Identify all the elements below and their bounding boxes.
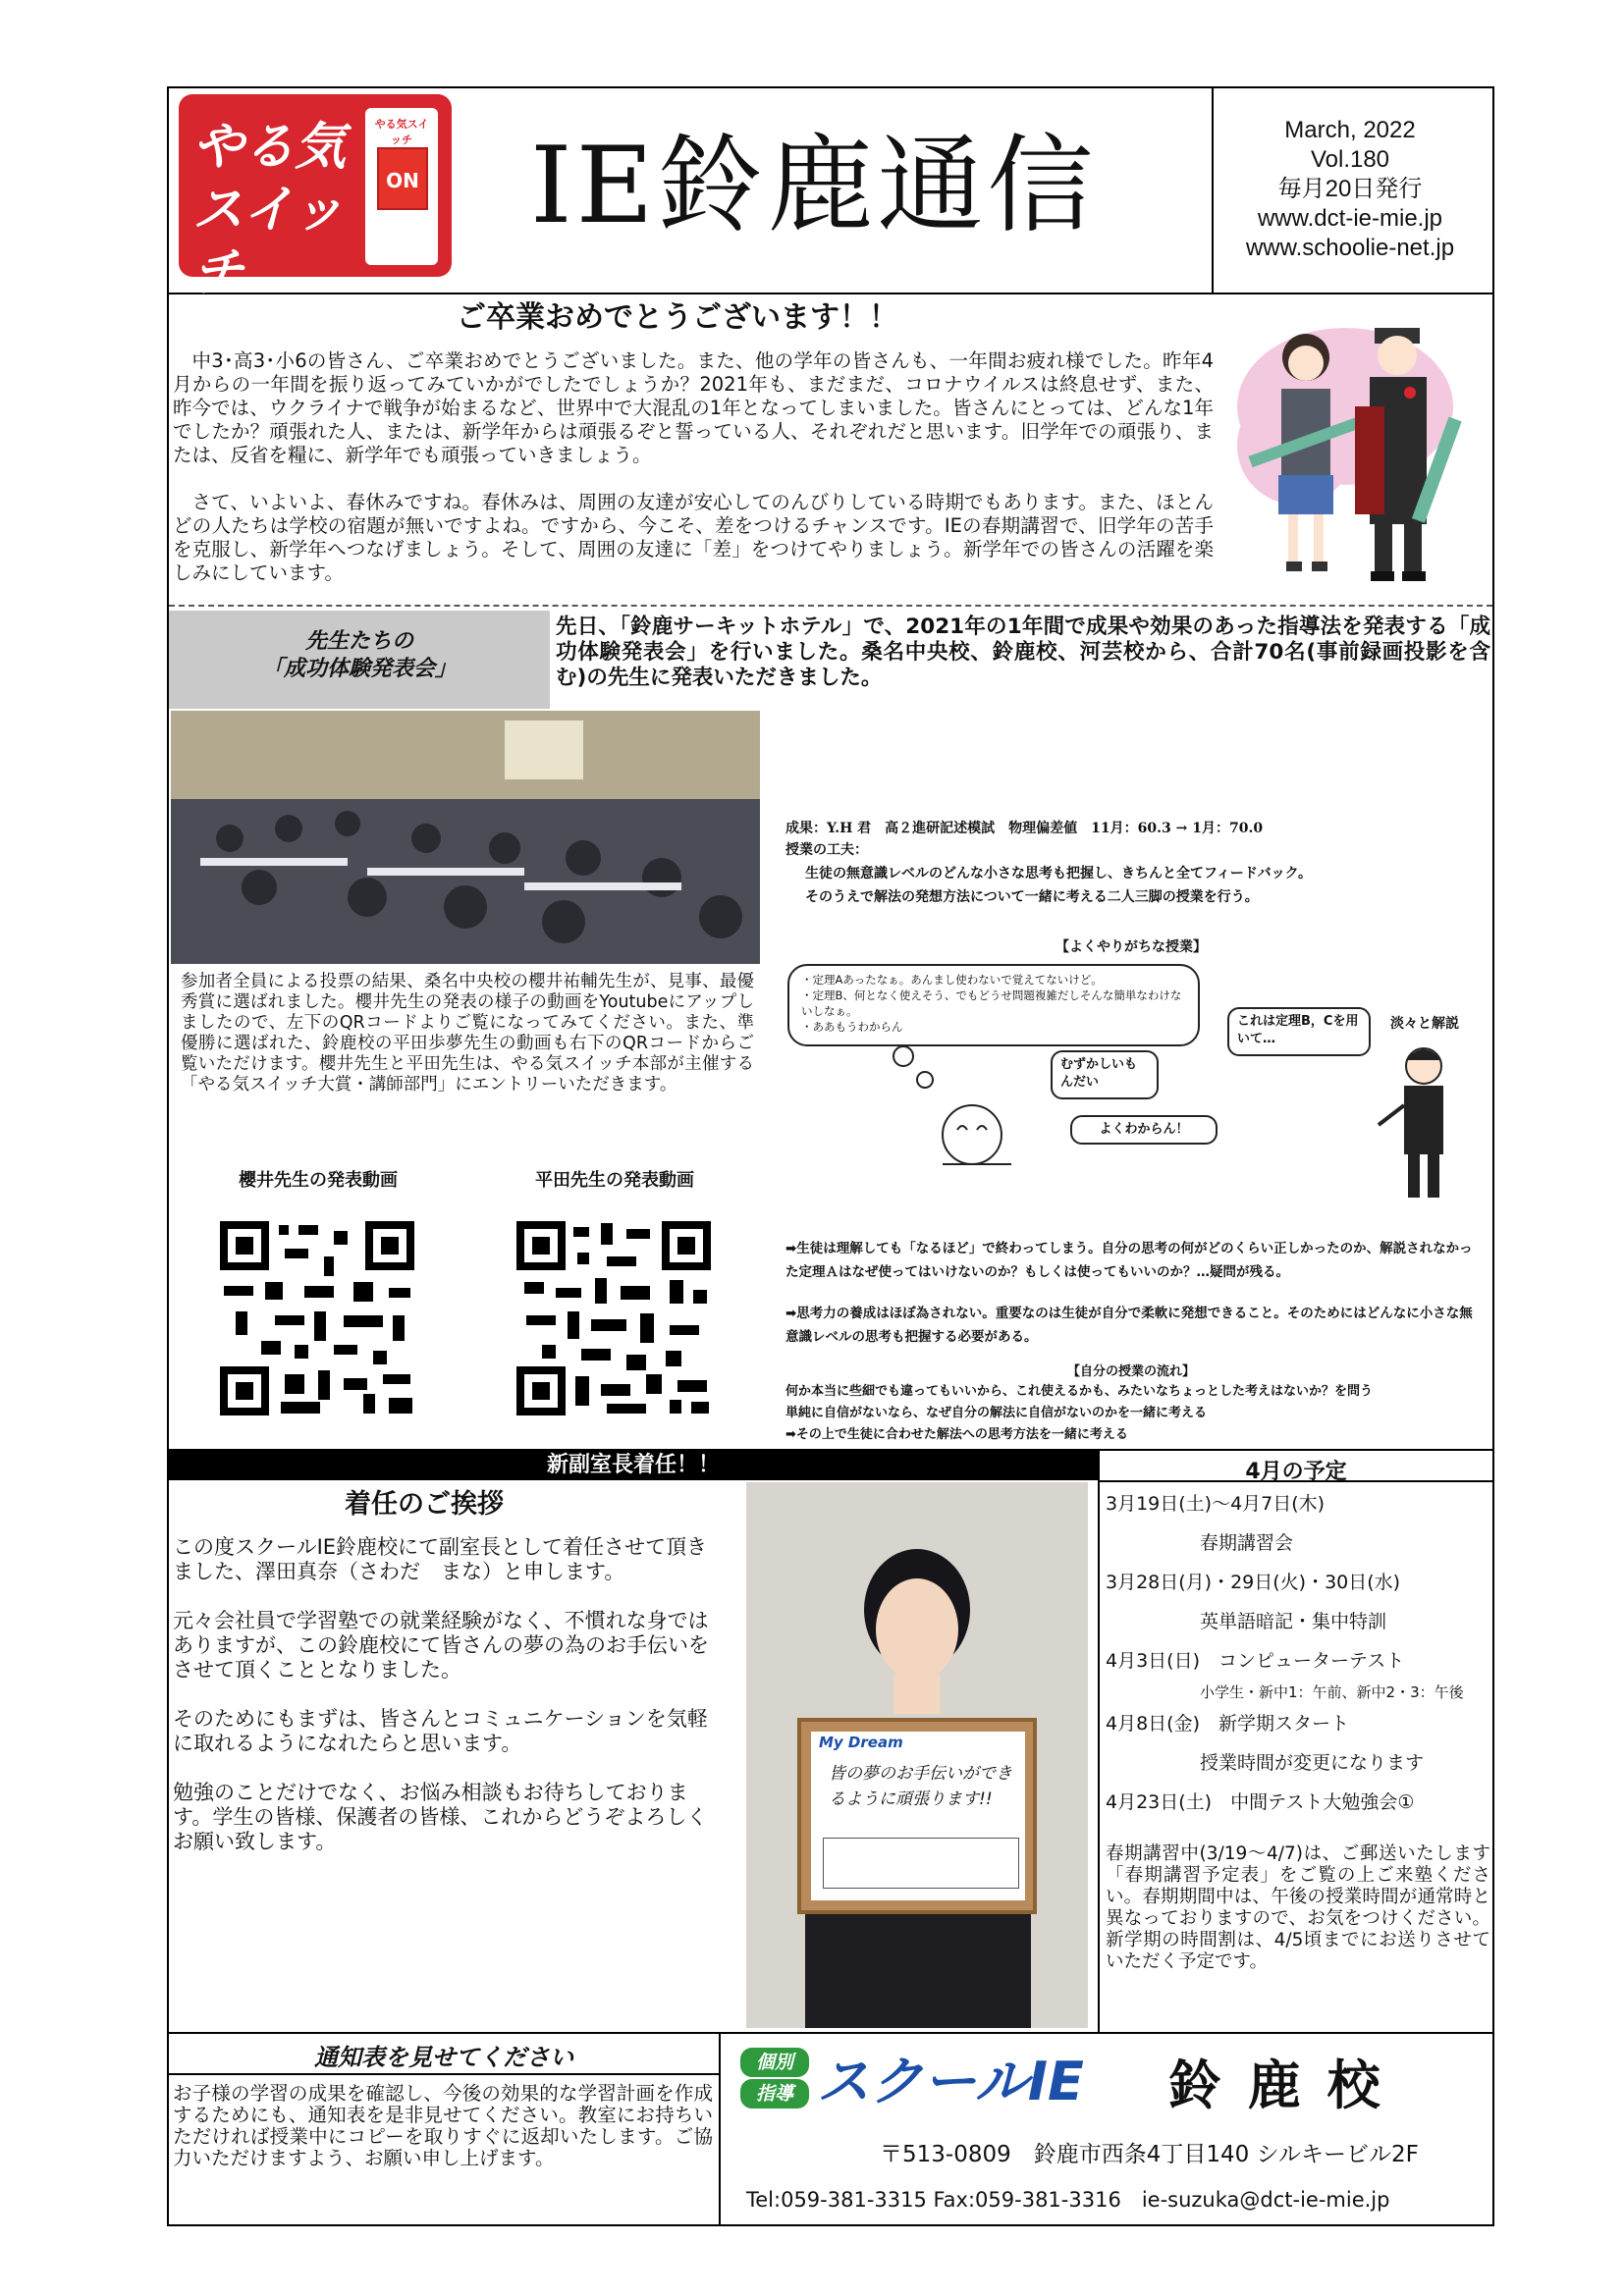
graduation-paragraph-2: さて、いよいよ、春休みですね。春休みは、周囲の友達が安心してのんびりしている時期でもあります。また、ほとんどの人たちは学校の宿題が無いですよね。ですから、今こそ、差をつけるチャンスです。IEの春期講習で、旧学年の苦手を克服し、新学年へつなげましょう。そして、周囲の友達に「差」をつけてやりましょう。新学年での皆さんの活躍を楽しみにしています。 xyxy=(173,491,1214,584)
graduation-paragraph-1: 中3･高3･小6の皆さん、ご卒業おめでとうございました。また、他の学年の皆さんも、一年間お疲れ様でした。昨年4月からの一年間を振り返ってみていかがでしたでしょうか？2021年も、まだまだ、コロナウイルスは終息せず、また、昨今では、ウクライナで戦争が始まるなど、世界中で大混乱の1年となってしまいました。皆さんにとっては、どんな1年でしたか？頑張れた人、または、新学年からは頑張るぞと誓っている人、それぞれだと思います。旧学年での頑張り、または、反省を糧に、新学年でも頑張っていきましょう。 xyxy=(173,349,1214,466)
website-link-2[interactable]: www.schoolie-net.jp xyxy=(1245,235,1455,261)
qr-code-sakurai[interactable] xyxy=(216,1217,418,1419)
switch-on-label: ON xyxy=(377,147,428,210)
slide-arrow-1: ➡生徒は理解しても「なるほど」で終わってしまう。自分の思考の何がどのくらい正しかったのか、解説されなかった定理Ａはなぜ使ってはいけないのか？もしくは使ってもいいのか？…疑問が残る。 xyxy=(785,1241,1473,1280)
issue-schedule: 毎月20日発行 xyxy=(1277,176,1423,202)
teacher-illustration xyxy=(1375,1037,1473,1203)
greeting-paragraph-4: 勉強のことだけでなく、お悩み相談もお待ちしております。学生の皆様、保護者の皆様、これからどうぞよろしくお願い致します。 xyxy=(173,1781,708,1853)
issue-info xyxy=(1218,116,1483,263)
teacher-caption: 淡々と解説 xyxy=(1390,1016,1459,1032)
slide-bad-title: 【よくやりがちな授業】 xyxy=(1056,939,1207,955)
slide-flow-title: 【自分の授業の流れ】 xyxy=(1066,1364,1195,1379)
april-title-rule xyxy=(1098,1480,1494,1482)
schedule-event-2: 英単語暗記・集中特訓 xyxy=(1200,1611,1387,1632)
new-staff-bar: 新副室長着任！！ xyxy=(169,1451,1098,1480)
logo-shido: 指導 xyxy=(740,2079,809,2109)
slide-flow-3: ➡その上で生徒に合わせた解法への思考方法を一緒に考える xyxy=(785,1427,1128,1442)
greeting-paragraph-1: この度スクールIE鈴鹿校にて副室長として着任させて頂きました、澤田真奈（さわだ まな）と申します。 xyxy=(173,1535,708,1583)
slide-flow-1: 何か本当に些細でも違ってもいいから、これ使えるかも、みたいなちょっとした考えはないか？を問う xyxy=(785,1384,1374,1399)
teacher-bubble: これは定理B，Cを用いて… xyxy=(1227,1007,1371,1056)
slide-kufu-2: そのうえで解法の発想方法について一緒に考える二人三脚の授業を行う。 xyxy=(805,889,1259,905)
report-card-title: 通知表を見せてください xyxy=(314,2044,573,2071)
divider-footer xyxy=(167,2032,1494,2034)
schedule-event-3: 小学生・新中1：午前、新中2・3：午後 xyxy=(1200,1683,1464,1701)
dream-board-title: My Dream xyxy=(819,1734,903,1751)
dream-board xyxy=(797,1718,1037,1914)
divider-header xyxy=(167,293,1494,294)
qr-code-hirata[interactable] xyxy=(513,1217,715,1419)
school-ie-brand: スクールIE xyxy=(817,2051,1084,2112)
graduation-title: ご卒業おめでとうございます！！ xyxy=(457,300,898,335)
schedule-date-1: 3月19日(土)～4月7日(木) xyxy=(1106,1493,1326,1515)
award-caption: 参加者全員による投票の結果、桑名中央校の櫻井祐輔先生が、見事、最優秀賞に選ばれました。櫻井先生の発表の様子の動画をYoutubeにアップしましたので、左下のQRコードよりご覧になってみてください。また、準優勝に選ばれた、鈴鹿校の平田歩夢先生の動画も右下のQRコードからご覧いただけます。櫻井先生と平田先生は、やる気スイッチ本部が主催する「やる気スイッチ大賞・講師部門」にエントリーいただきます。 xyxy=(181,972,754,1095)
april-title: 4月の予定 xyxy=(1245,1460,1347,1484)
schedule-event-4: 授業時間が変更になります xyxy=(1200,1752,1425,1774)
greeting-heading: 着任のご挨拶 xyxy=(345,1489,504,1520)
switch-label: やる気スイッチ xyxy=(374,118,429,146)
student-bubble-confused: よくわからん！ xyxy=(1070,1115,1218,1145)
staff-photo xyxy=(746,1482,1088,2028)
spring-course-note: 春期講習中(3/19～4/7)は、ご郵送いたします「春期講習予定表」をご覧の上ご来塾ください。春期期間中は、午後の授業時間が通常時と異なっておりますので、お気をつけください。新学期の時間割は、4/5頃までにお送りさせていただく予定です。 xyxy=(1106,1843,1490,1972)
issue-date: March, 2022 xyxy=(1284,117,1416,143)
student-bubble-difficult: むずかしいもんだい xyxy=(1051,1050,1159,1099)
issue-volume: Vol.180 xyxy=(1310,146,1390,173)
greeting-text xyxy=(173,1535,715,1854)
student-illustration xyxy=(864,1037,1080,1184)
website-link-1[interactable]: www.dct-ie-mie.jp xyxy=(1257,205,1443,232)
greeting-paragraph-3: そのためにもまずは、皆さんとコミュニケーションを気軽に取れるようになれたらと思います。 xyxy=(173,1707,708,1755)
slide-arrow-2: ➡思考力の養成はほぼ為されない。重要なのは生徒が自分で柔軟に発想できること。そのためにはどんなに小さな無意識レベルの思考も把握する必要がある。 xyxy=(785,1306,1473,1345)
teachers-intro: 先日、「鈴鹿サーキットホテル」で、2021年の1年間で成果や効果のあった指導法を発表する「成功体験発表会」を行いました。桑名中央校、鈴鹿校、河芸校から、合計70名(事前録画投影を含む)の先生に発表いただきました。 xyxy=(556,614,1490,690)
dream-board-text: 皆の夢のお手伝いができるように頑張ります!! xyxy=(829,1764,1012,1809)
school-contact[interactable]: Tel:059-381-3315 Fax:059-381-3316 ie-suzuka@dct-ie-mie.jp xyxy=(746,2188,1390,2212)
conference-photo xyxy=(171,711,760,964)
april-schedule xyxy=(1106,1492,1490,1973)
lesson-slide xyxy=(776,713,1487,1443)
school-name: 鈴 鹿 校 xyxy=(1168,2055,1384,2116)
divider-footer-col xyxy=(719,2032,721,2226)
slide-flow-2: 単純に自信がないなら、なぜ自分の解法に自信がないのかを一緒に考える xyxy=(785,1406,1208,1420)
logo-text: やる気 スイッチ xyxy=(192,118,347,302)
newsletter-title: IE鈴鹿通信 xyxy=(530,125,1098,247)
qr-label-hirata: 平田先生の発表動画 xyxy=(535,1170,694,1191)
report-card-text: お子様の学習の成果を確認し、今後の効果的な学習計画を作成するためにも、通知表を是非見せてください。教室にお持ちいただければ授業中にコピーを取りすぐに返却いたします。ご協力いただけますよう、お願い申し上げます。 xyxy=(173,2082,713,2169)
greeting-paragraph-2: 元々会社員で学習塾での就業経験がなく、不慣れな身ではありますが、この鈴鹿校にて皆さんの夢の為のお手伝いをさせて頂くこととなりました。 xyxy=(173,1609,709,1682)
slide-kufu-1: 生徒の無意識レベルのどんな小さな思考も把握し、きちんと全てフィードバック。 xyxy=(805,866,1313,881)
graduates-illustration xyxy=(1227,298,1483,603)
divider-schedule xyxy=(1098,1449,1100,2032)
schedule-date-5: 4月23日(土) 中間テスト大勉強会① xyxy=(1106,1791,1415,1813)
report-card-rule xyxy=(167,2073,719,2075)
divider-issue xyxy=(1212,86,1214,293)
schedule-date-2: 3月28日(月)・29日(火)・30日(水) xyxy=(1106,1572,1401,1593)
divider-dashed xyxy=(169,605,1492,607)
teachers-label: 先生たちの 「成功体験発表会」 xyxy=(261,629,457,681)
slide-thought-bubble: ・定理Aあったなぁ。あんまし使わないで覚えてないけど。 ・定理B、何となく使えそう、でもどうせ問題複雑だしそんな簡単なわけないしなぁ。 ・ああもうわからん xyxy=(787,964,1200,1046)
schedule-date-4: 4月8日(金) 新学期スタート xyxy=(1106,1713,1350,1735)
qr-label-sakurai: 櫻井先生の発表動画 xyxy=(239,1170,398,1191)
schedule-date-3: 4月3日(日) コンピューターテスト xyxy=(1106,1650,1405,1672)
schedule-event-1: 春期講習会 xyxy=(1200,1532,1294,1554)
school-address: 〒513-0809 鈴鹿市西条4丁目140 シルキービル2F xyxy=(880,2142,1419,2167)
dream-board-form xyxy=(823,1838,1019,1889)
slide-result: 成果：Y.H 君 高２進研記述模試 物理偏差値 11月：60.3 → 1月：70.0 xyxy=(785,821,1264,836)
slide-kufu: 授業の工夫： xyxy=(785,842,868,858)
logo-kobetsu: 個別 xyxy=(740,2048,809,2077)
